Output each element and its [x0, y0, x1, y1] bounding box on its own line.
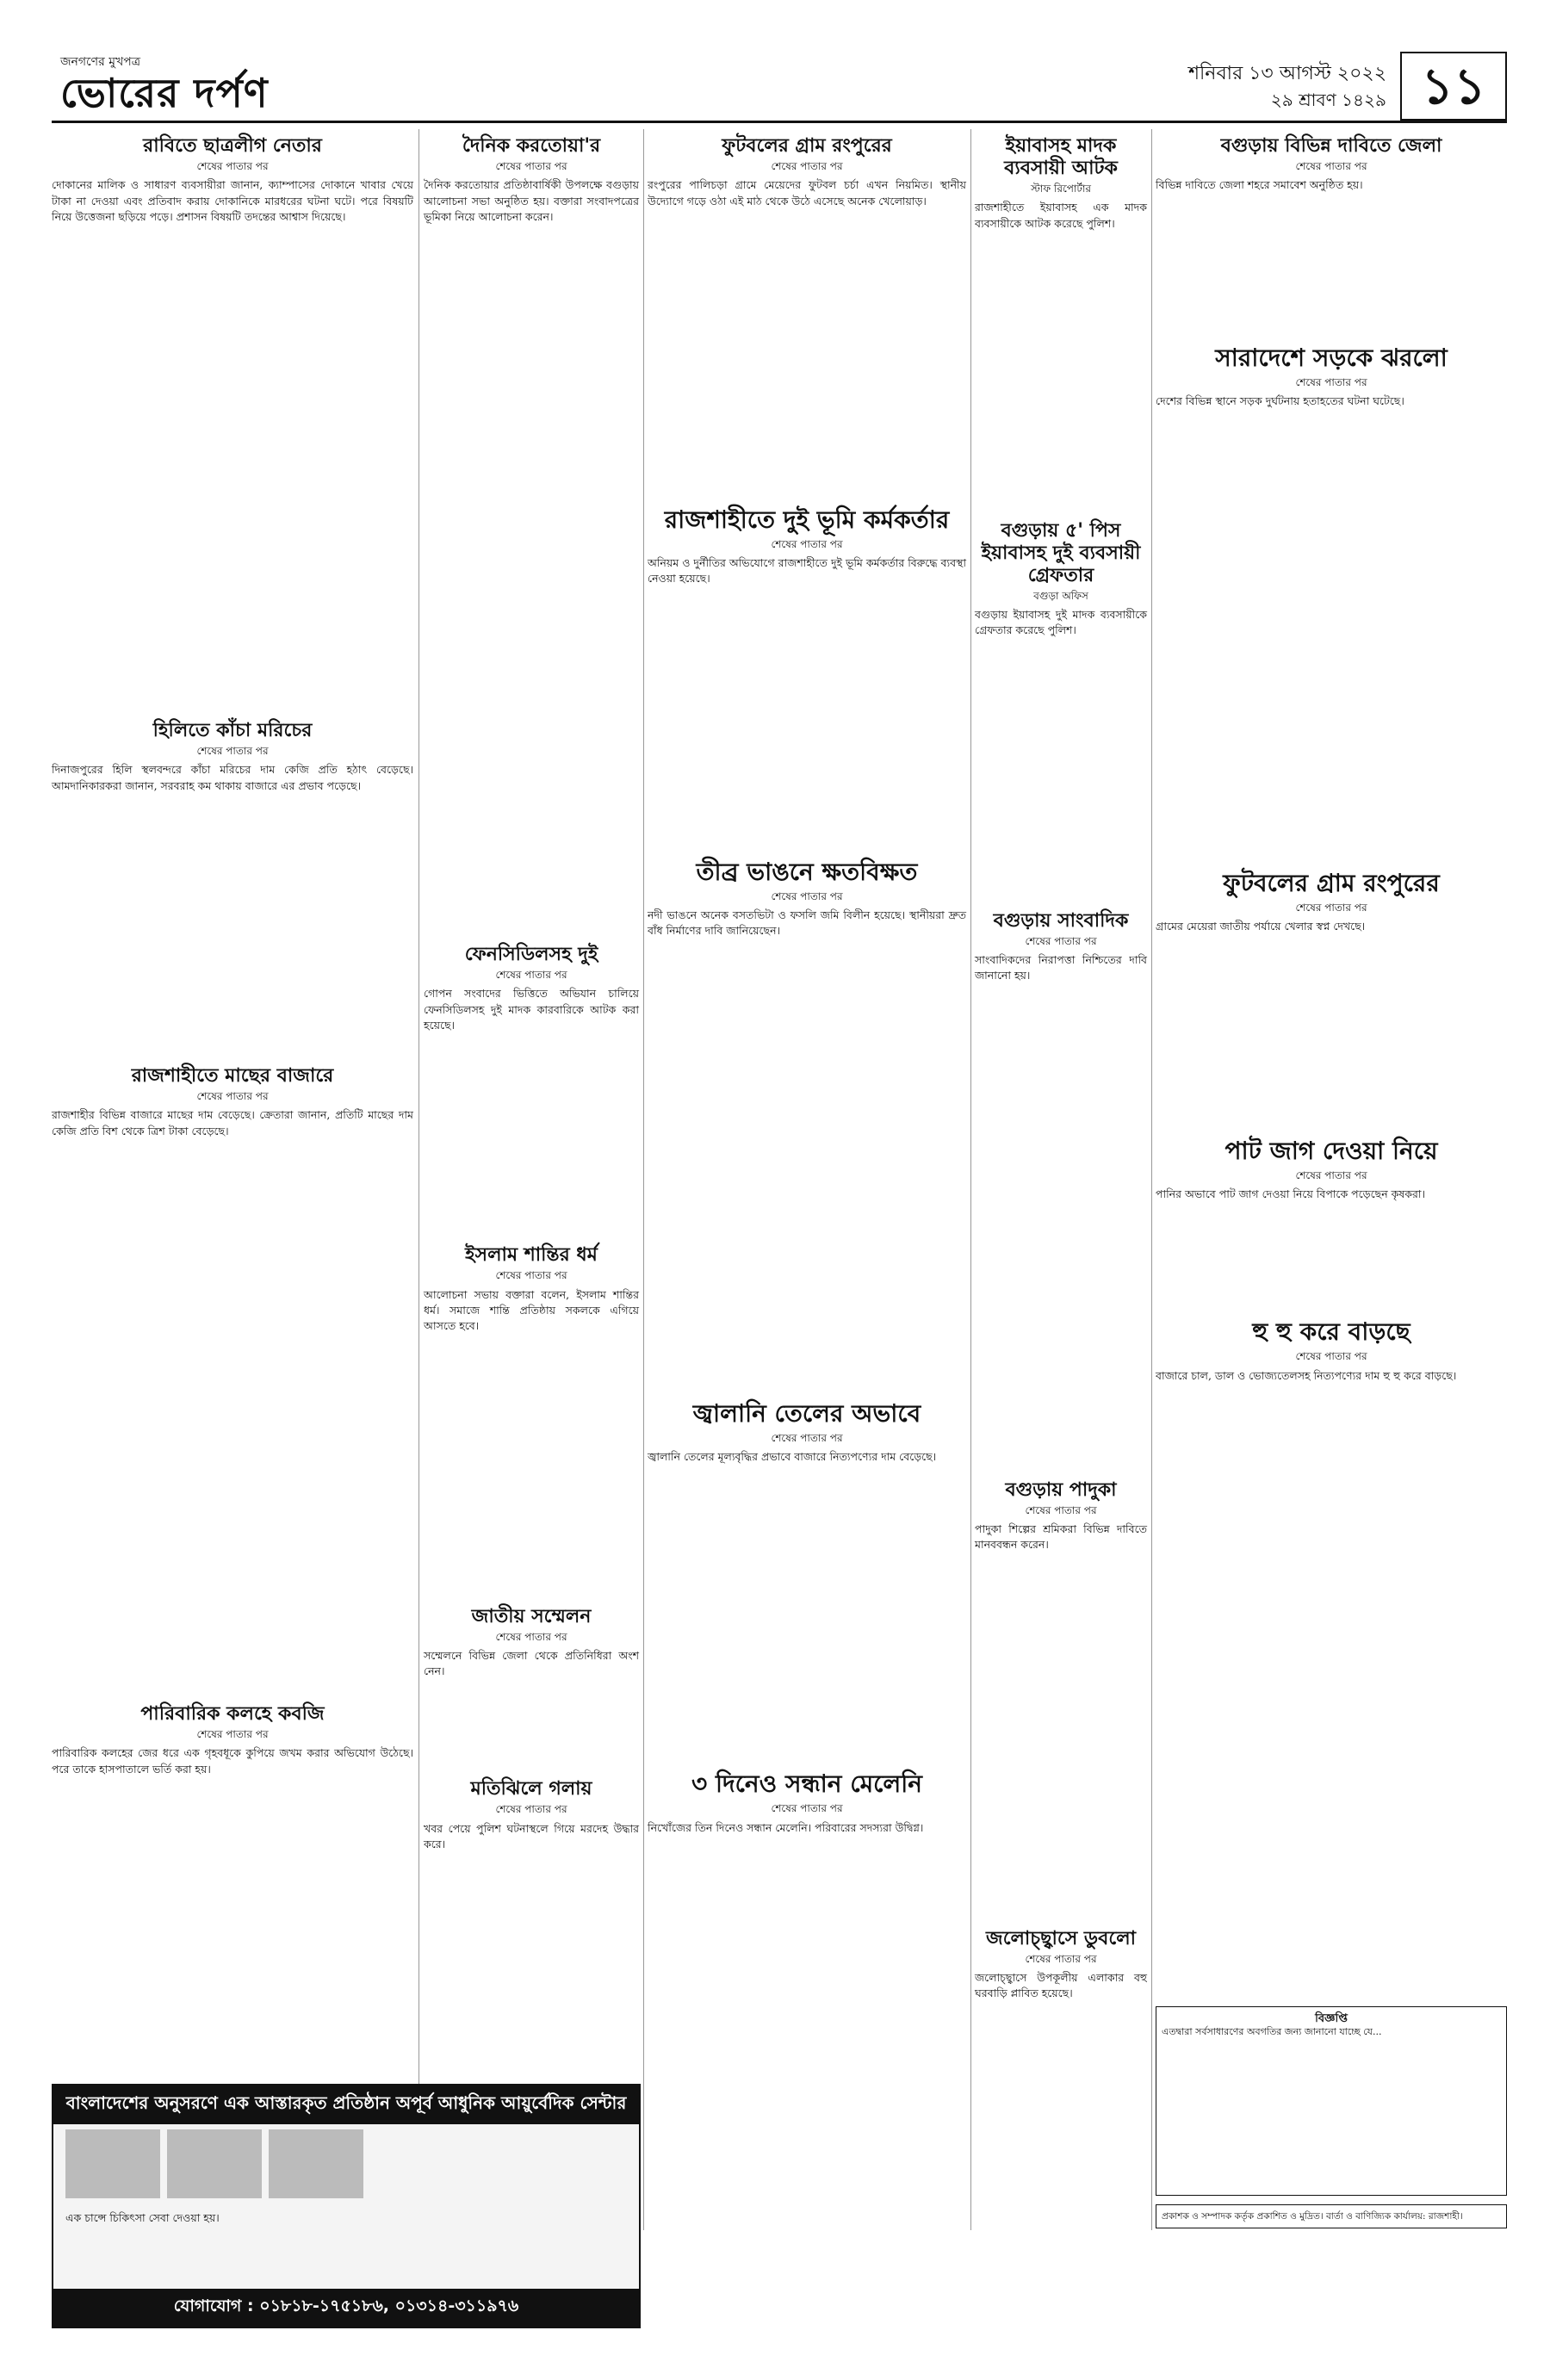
article-headline[interactable]: রাজশাহীতে দুই ভূমি কর্মকর্তার [664, 505, 950, 534]
article-body: খবর পেয়ে পুলিশ ঘটনাস্থলে গিয়ে মরদেহ উদ্ধার করে। [424, 1821, 639, 1851]
article-headline[interactable]: ৩ দিনেও সন্ধান মেলেনি [691, 1770, 922, 1799]
continuation-line: শেষের পাতার পর [1295, 1350, 1367, 1363]
article-body: দিনাজপুরের হিলি স্থলবন্দরে কাঁচা মরিচের দাম কেজি প্রতি হঠাৎ বেড়েছে। আমদানিকারকরা জানান, সরবরাহ কম থাকায় বাজারে এর প্রভাব পড়েছে। [52, 763, 413, 792]
continuation-line: শেষের পাতার পর [495, 1630, 567, 1643]
continuation-line: শেষের পাতার পর [196, 160, 269, 172]
article-headline[interactable]: বগুড়ায় সাংবাদিক [993, 908, 1129, 932]
article-headline[interactable]: পাট জাগ দেওয়া নিয়ে [1224, 1136, 1438, 1165]
ad-images [53, 2124, 639, 2203]
article-body: পাদুকা শিল্পের শ্রমিকরা বিভিন্ন দাবিতে মানববন্ধন করেন। [975, 1522, 1147, 1552]
article-headline[interactable]: পারিবারিক কলহে কবজি [140, 1701, 325, 1725]
notice-body: এতদ্বারা সর্বসাধারণের অবগতির জন্য জানানো যাচ্ছে যে... [1162, 2026, 1382, 2037]
article-headline[interactable]: হু হু করে বাড়ছে [1252, 1317, 1410, 1347]
article [424, 134, 639, 225]
article-body: নদী ভাঙনে অনেক বসতভিটা ও ফসলি জমি বিলীন হয়েছে। স্থানীয়রা দ্রুত বাঁধ নির্মাণের দাবি জানিয়েছেন। [648, 908, 966, 938]
byline: স্টাফ রিপোর্টার [1030, 183, 1092, 195]
continuation-line: শেষের পাতার পর [771, 1431, 843, 1444]
article-body: দোকানের মালিক ও সাধারণ ব্যবসায়ীরা জানান, ক্যাম্পাসের দোকানে খাবার খেয়ে টাকা না দেওয়া এবং প্রতিবাদ করায় দোকানিকে মারধরের ঘটনা ঘটে। পরে বিষয়টি নিয়ে উত্তেজনা ছড়িয়ে পড়ে। প্রশাসন বিষয়টি তদন্তের আশ্বাস দিয়েছে। [52, 178, 413, 223]
article-headline[interactable]: ইয়াবাসহ মাদক ব্যবসায়ী আটক [1004, 134, 1118, 179]
date-bangla: ২৯ শ্রাবণ ১৪২৯ [1270, 90, 1386, 110]
byline: বগুড়া অফিস [1033, 589, 1088, 602]
continuation-line: শেষের পাতার পর [771, 537, 843, 550]
article-body: গ্রামের মেয়েরা জাতীয় পর্যায়ে খেলার স্বপ্ন দেখছে। [1156, 920, 1366, 933]
article [52, 134, 413, 225]
advertisement[interactable] [52, 2084, 641, 2328]
article [424, 943, 639, 1033]
ad-body: এক চান্সে চিকিৎসা সেবা দেওয়া হয়। [65, 2211, 220, 2224]
imprint-line: প্রকাশক ও সম্পাদক কর্তৃক প্রকাশিত ও মুদ্রিত। বার্তা ও বাণিজ্যিক কার্যালয়: রাজশাহী। [1156, 2204, 1507, 2228]
column-divider [418, 129, 419, 2230]
article-headline[interactable]: রাজশাহীতে মাছের বাজারে [131, 1064, 334, 1088]
article [1156, 1317, 1507, 1384]
article-headline[interactable]: জলোচ্ছ্বাসে ডুবলো [986, 1926, 1136, 1949]
logo-tagline: জনগণের মুখপত্র [60, 55, 141, 69]
article-body: অনিয়ম ও দুর্নীতির অভিযোগে রাজশাহীতে দুই ভূমি কর্মকর্তার বিরুদ্ধে ব্যবস্থা নেওয়া হয়েছে। [648, 556, 966, 586]
article [648, 1399, 966, 1466]
continuation-line: শেষের পাতার পর [1295, 160, 1367, 172]
article-body: পানির অভাবে পাট জাগ দেওয়া নিয়ে বিপাকে পড়েছেন কৃষকরা। [1156, 1187, 1425, 1201]
continuation-line: শেষের পাতার পর [771, 160, 843, 172]
article [1156, 869, 1507, 935]
continuation-line: শেষের পাতার পর [1025, 1952, 1097, 1965]
article-body: সম্মেলনে বিভিন্ন জেলা থেকে প্রতিনিধিরা অংশ নেন। [424, 1648, 639, 1678]
article [975, 134, 1147, 232]
article-headline[interactable]: বগুড়ায় পাদুকা [1005, 1478, 1117, 1501]
continuation-line: শেষের পাতার পর [196, 745, 269, 758]
article [975, 1927, 1147, 2002]
column-divider [1151, 129, 1152, 2230]
continuation-line: শেষের পাতার পর [1295, 902, 1367, 914]
article [1156, 344, 1507, 410]
ad-photo [167, 2129, 262, 2198]
article [648, 505, 966, 587]
article-body: বিভিন্ন দাবিতে জেলা শহরে সমাবেশ অনুষ্ঠিত হয়। [1156, 178, 1363, 192]
article-body: জ্বালানি তেলের মূল্যবৃদ্ধির প্রভাবে বাজারে নিত্যপণ্যের দাম বেড়েছে। [648, 1449, 937, 1463]
continuation-line: শেষের পাতার পর [196, 1090, 269, 1103]
article-body: পারিবারিক কলহের জের ধরে এক গৃহবধূকে কুপিয়ে জখম করার অভিযোগ উঠেছে। পরে তাকে হাসপাতালে ভর্তি করা হয়। [52, 1746, 413, 1776]
article-headline[interactable]: সারাদেশে সড়কে ঝরলো [1215, 343, 1448, 372]
continuation-line: শেষের পাতার পর [1025, 934, 1097, 947]
article [52, 1702, 413, 1777]
column-5 [1156, 129, 1507, 1391]
ad-contact: যোগাযোগ : ০১৮১৮-১৭৫১৮৬, ০১৩১৪-৩১১৯৭৬ [53, 2289, 639, 2327]
article-body: নিখোঁজের তিন দিনেও সন্ধান মেলেনি। পরিবারের সদস্যরা উদ্বিগ্ন। [648, 1820, 924, 1834]
masthead [52, 52, 1507, 123]
notice-title: বিজ্ঞপ্তি [1315, 2012, 1348, 2025]
article [1156, 134, 1507, 194]
article-headline[interactable]: মতিঝিলে গলায় [470, 1777, 592, 1800]
article-body: গোপন সংবাদের ভিত্তিতে অভিযান চালিয়ে ফেনসিডিলসহ দুই মাদক কারবারিকে আটক করা হয়েছে। [424, 987, 639, 1032]
article-body: দৈনিক করতোয়ার প্রতিষ্ঠাবার্ষিকী উপলক্ষে বগুড়ায় আলোচনা সভা অনুষ্ঠিত হয়। বক্তারা সংবাদপত্রের ভূমিকা নিয়ে আলোচনা করেন। [424, 178, 639, 223]
article-headline[interactable]: ফুটবলের গ্রাম রংপুরের [722, 134, 892, 157]
article-headline[interactable]: হিলিতে কাঁচা মরিচের [152, 719, 313, 742]
article [1156, 1137, 1507, 1203]
article-body: রংপুরের পালিচড়া গ্রামে মেয়েদের ফুটবল চর্চা এখন নিয়মিত। স্থানীয় উদ্যোগে গড়ে ওঠা এই মাঠ থেকে উঠে এসেছে অনেক খেলোয়াড়। [648, 178, 966, 208]
column-1 [52, 129, 413, 1784]
article [975, 1478, 1147, 1553]
article-headline[interactable]: তীব্র ভাঙনে ক্ষতবিক্ষত [696, 857, 918, 886]
article [975, 519, 1147, 639]
continuation-line: শেষের পাতার পর [1295, 375, 1367, 388]
continuation-line: শেষের পাতার পর [1025, 1503, 1097, 1516]
column-3 [648, 129, 966, 1843]
article [648, 858, 966, 939]
article-headline[interactable]: বগুড়ায় ৫' পিস ইয়াবাসহ দুই ব্যবসায়ী গ্রেফতার [981, 518, 1141, 586]
article-body: জলোচ্ছ্বাসে উপকূলীয় এলাকার বহু ঘরবাড়ি প্লাবিত হয়েছে। [975, 1970, 1147, 2000]
continuation-line: শেষের পাতার পর [495, 160, 567, 172]
article [648, 1770, 966, 1836]
date-english: শনিবার ১৩ আগস্ট ২০২২ [1188, 63, 1386, 84]
public-notice [1156, 2006, 1507, 2196]
article-headline[interactable]: ফেনসিডিলসহ দুই [464, 943, 598, 966]
continuation-line: শেষের পাতার পর [495, 1269, 567, 1282]
column-divider [970, 129, 971, 2230]
continuation-line: শেষের পাতার পর [1295, 1168, 1367, 1181]
continuation-line: শেষের পাতার পর [771, 889, 843, 902]
article [424, 1243, 639, 1334]
article-headline[interactable]: ইসলাম শান্তির ধর্ম [465, 1243, 598, 1267]
column-4 [975, 129, 1147, 2008]
ad-headline: বাংলাদেশের অনুসরণে এক আস্তারকৃত প্রতিষ্ঠান অপূর্ব আধুনিক আয়ুর্বেদিক সেন্টার [53, 2086, 639, 2124]
article-headline[interactable]: জাতীয় সম্মেলন [471, 1604, 592, 1627]
continuation-line: শেষের পাতার পর [495, 1803, 567, 1816]
article-headline[interactable]: জ্বালানি তেলের অভাবে [692, 1398, 921, 1428]
article [52, 719, 413, 794]
page-number: ১১ [1400, 52, 1507, 121]
article-headline[interactable]: ফুটবলের গ্রাম রংপুরের [1223, 869, 1440, 898]
article-body: রাজশাহীতে ইয়াবাসহ এক মাদক ব্যবসায়ীকে আটক করেছে পুলিশ। [975, 201, 1147, 230]
continuation-line: শেষের পাতার পর [196, 1727, 269, 1740]
article-body: রাজশাহীর বিভিন্ন বাজারে মাছের দাম বেড়েছে। ক্রেতারা জানান, প্রতিটি মাছের দাম কেজি প্রতি বিশ থেকে ত্রিশ টাকা বেড়েছে। [52, 1108, 413, 1137]
column-divider [643, 129, 644, 2230]
article-body: সাংবাদিকদের নিরাপত্তা নিশ্চিতের দাবি জানানো হয়। [975, 953, 1147, 982]
continuation-line: শেষের পাতার পর [771, 1802, 843, 1815]
article-body: বাজারে চাল, ডাল ও ভোজ্যতেলসহ নিত্যপণ্যের দাম হু হু করে বাড়ছে। [1156, 1368, 1457, 1382]
article-headline[interactable]: দৈনিক করতোয়া'র [462, 134, 601, 157]
article-body: বগুড়ায় ইয়াবাসহ দুই মাদক ব্যবসায়ীকে গ্রেফতার করেছে পুলিশ। [975, 608, 1147, 637]
article [424, 1777, 639, 1852]
ad-photo [65, 2129, 160, 2198]
column-2 [424, 129, 639, 1859]
newspaper-logo[interactable]: ভোরের দর্পণ [60, 70, 269, 116]
article [975, 909, 1147, 984]
article [648, 134, 966, 209]
ad-photo [269, 2129, 363, 2198]
article-body: দেশের বিভিন্ন স্থানে সড়ক দুর্ঘটনায় হতাহতের ঘটনা ঘটেছে। [1156, 394, 1404, 407]
article-body: আলোচনা সভায় বক্তারা বলেন, ইসলাম শান্তির ধর্ম। সমাজে শান্তি প্রতিষ্ঠায় সকলকে এগিয়ে আসতে হবে। [424, 1287, 639, 1333]
article [424, 1605, 639, 1680]
article-headline[interactable]: বগুড়ায় বিভিন্ন দাবিতে জেলা [1220, 134, 1442, 157]
article [52, 1064, 413, 1139]
continuation-line: শেষের পাতার পর [495, 969, 567, 982]
article-headline[interactable]: রাবিতে ছাত্রলীগ নেতার [143, 134, 322, 157]
